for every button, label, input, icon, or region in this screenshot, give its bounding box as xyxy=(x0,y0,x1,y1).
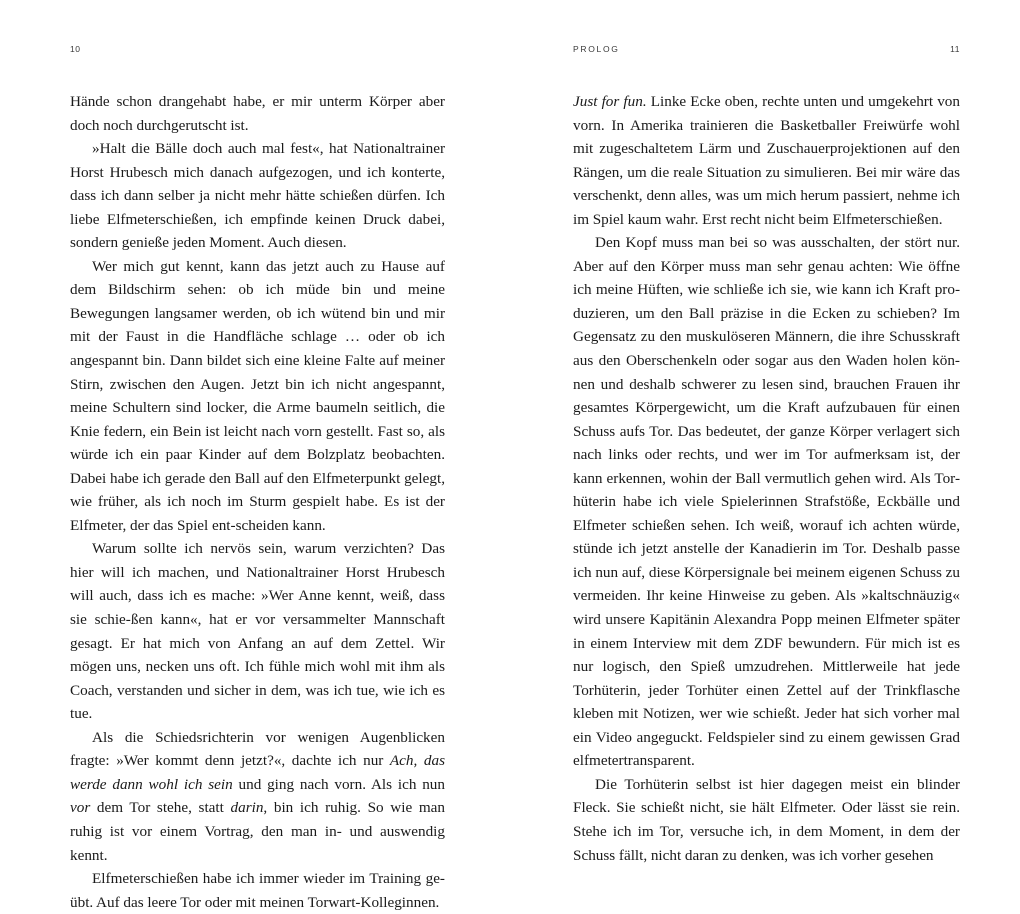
paragraph: Wer mich gut kennt, kann das jetzt auch zu Hause auf dem Bildschirm sehen: ob ich müde bin und meine Bewegungen langsamer werden, ob ich wütend bin und mir mit der Faust in die Handfläche schlage … oder ob ich angespannt bin. Dann bildet sich eine kleine Falte auf meiner Stirn, zwischen den Augen. Jetzt bin ich nicht angespannt, meine Schultern sind locker, die Arme baumeln seitlich, die Knie federn, ein Bein ist leicht nach vorn gestellt. Fast so, als würde ich ein paar Kinder auf dem Bolzplatz beobachten. Dabei habe ich gerade den Ball auf den Elfmeterpunkt gelegt, wie früher, als ich noch im Sturm gespielt habe. Es ist der Elfmeter, der das Spiel ent-scheiden kann. xyxy=(70,257,445,534)
paragraph: Hände schon drangehabt habe, er mir unterm Körper aber doch noch durchgerutscht ist. xyxy=(70,93,445,134)
body-text-left xyxy=(70,90,445,914)
paragraph: Den Kopf muss man bei so was ausschalten, der stört nur. Aber auf den Körper muss man sehr genau achten: Wie öffne ich meine Hüften, wie schließe ich sie, wie kann ich Kraft pro-duzieren, um den Ball präzise in die Ecken zu schieben? Im Gegensatz zu den muskulöseren Männern, die ihre Schusskraft aus den Oberschenkeln oder sogar aus den Waden holen kön-nen und deshalb schwerer zu lesen sind, brauchen Frauen ihr gesamtes Körpergewicht, um die Kraft aufzubauen für einen Schuss aufs Tor. Das bedeutet, der ganze Körper verlagert sich nach links oder rechts, und wer im Tor aufmerksam ist, der kann erkennen, wohin der Ball vermutlich gehen wird. Als Tor-hüterin habe ich viele Spielerinnen Strafstöße, Eckbälle und Elfmeter schießen sehen. Ich weiß, worauf ich achten würde, stünde ich jetzt anstelle der Kanadierin im Tor. Deshalb passe ich nun auf, diese Körpersignale bei meinem eigenen Schuss zu vermeiden. Ihr keine Hinweise zu geben. Als »kaltschnäuzig« wird unsere Kapitänin Alexandra Popp meinen Elfmeter später in einem Interview mit dem ZDF bewundern. Für mich ist es nur logisch, den Spieß umzudrehen. Mittlerweile hat jede Torhüterin, jeder Torhüter einen Zettel auf der Trinkflasche kleben mit Notizen, wer wie schießt. Jeder hat sich vorher mal ein Video angeguckt. Feldspieler sind zu einem gewissen Grad elfmetertransparent. xyxy=(573,234,960,770)
paragraph: Die Torhüterin selbst ist hier dagegen meist ein blinder Fleck. Sie schießt nicht, sie hält Elfmeter. Oder lässt sie rein. Stehe ich im Tor, versuche ich, in dem Moment, in dem der Schuss fällt, nicht daran zu denken, was ich vorher gesehen xyxy=(573,775,960,864)
body-text-right xyxy=(573,90,960,867)
paragraph: Warum sollte ich nervös sein, warum verzichten? Das hier will ich machen, und Nationaltrainer Horst Hrubesch will auch, dass ich es mache: »Wer Anne kennt, weiß, dass sie schie-ßen kann«, hat er vor versammelter Mannschaft gesagt. Er hat mich von Anfang an auf dem Zettel. Wir mögen uns, necken uns oft. Ich fühle mich wohl mit ihm als Coach, verstanden und sicher in dem, was ich tue, wie ich es tue. xyxy=(70,540,445,723)
paragraph: Elfmeterschießen habe ich immer wieder im Training ge-übt. Auf das leere Tor oder mit meinen Torwart-Kolleginnen. xyxy=(70,870,445,911)
folio-left: 10 xyxy=(70,44,81,54)
paragraph: Just for fun. Linke Ecke oben, rechte unten und umgekehrt von vorn. In Amerika trainieren die Basketballer Freiwürfe wohl mit zugeschaltetem Lärm und Zuschauerprojektionen auf den Rängen, um die reale Situation zu simulieren. Bei mir wäre das verschenkt, denn alles, was um mich herum passiert, nehme ich im Spiel kaum wahr. Erst recht nicht beim Elfmeterschießen. xyxy=(573,93,960,228)
page-left xyxy=(0,0,510,911)
running-head-left xyxy=(70,44,445,90)
paragraph: Als die Schiedsrichterin vor wenigen Augenblicken fragte: »Wer kommt denn jetzt?«, dachte ich nur Ach, das werde dann wohl ich sein und ging nach vorn. Als ich nun vor dem Tor stehe, statt darin, bin ich ruhig. So wie man ruhig ist vor einem Vortrag, den man in- und auswendig kennt. xyxy=(70,728,445,864)
folio-right: 11 xyxy=(950,44,960,54)
running-head-right xyxy=(573,44,960,90)
paragraph: »Halt die Bälle doch auch mal fest«, hat Nationaltrainer Horst Hrubesch mich danach aufgezogen, und ich konterte, dass ich dann selber ja nicht mehr hätte schießen dürfen. Ich liebe Elfmeterschießen, ich empfinde keinen Druck dabei, sondern genieße jeden Moment. Auch diesen. xyxy=(70,140,445,252)
page-right xyxy=(510,0,1020,864)
running-head-title: PROLOG xyxy=(573,44,620,54)
